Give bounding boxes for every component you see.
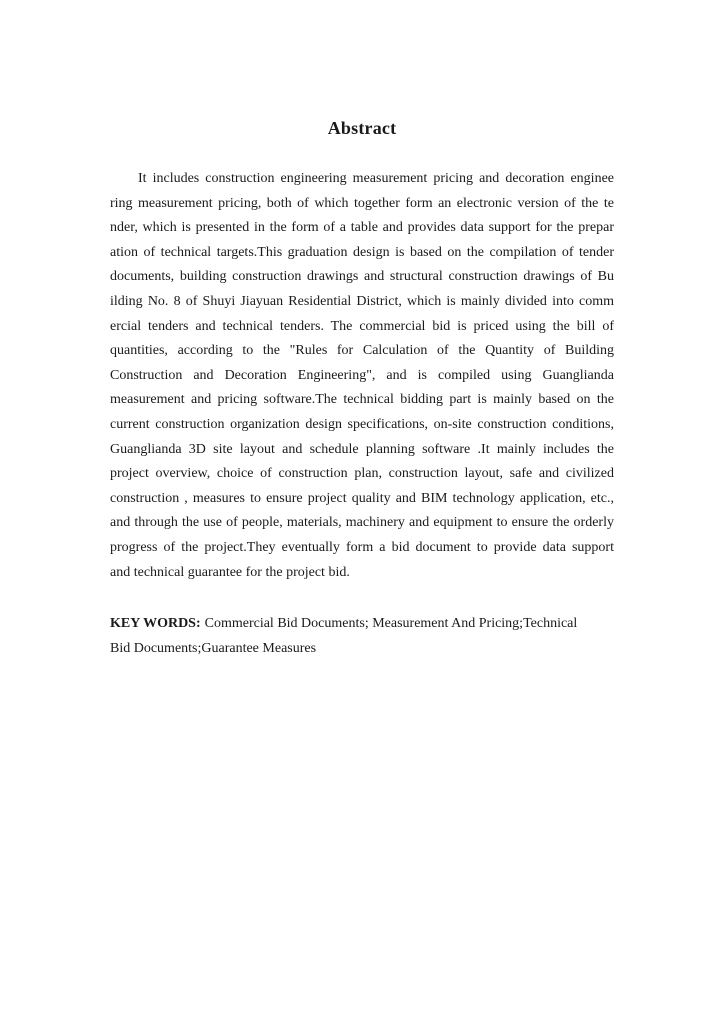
abstract-line: Guanglianda 3D site layout and schedule planning software .It mainly includes the: [110, 441, 614, 457]
abstract-line: ation of technical targets.This graduation design is based on the compilation of tender: [110, 244, 614, 260]
abstract-body: [110, 167, 614, 585]
abstract-line: ercial tenders and technical tenders. The commercial bid is priced using the bill of: [110, 318, 614, 334]
abstract-line: construction , measures to ensure project quality and BIM technology application, etc.,: [110, 490, 614, 506]
abstract-line: and technical guarantee for the project bid.: [110, 564, 350, 580]
abstract-line: documents, building construction drawings and structural construction drawings of Bu: [110, 269, 614, 285]
abstract-line: progress of the project.They eventually form a bid document to provide data support: [110, 539, 614, 555]
keywords-text: Commercial Bid Documents; Measurement And Pricing;Technical: [204, 616, 578, 631]
keywords-line-continued: Bid Documents;Guarantee Measures: [110, 641, 317, 656]
abstract-line: ring measurement pricing, both of which together form an electronic version of the te: [110, 195, 614, 211]
abstract-title: Abstract: [327, 118, 397, 138]
abstract-line: nder, which is presented in the form of a table and provides data support for the prepar: [110, 220, 614, 236]
abstract-line: and through the use of people, materials, machinery and equipment to ensure the orderly: [110, 515, 614, 531]
keywords-label: KEY WORDS:: [110, 616, 201, 631]
abstract-line: measurement and pricing software.The technical bidding part is mainly based on the: [110, 392, 614, 408]
abstract-line: Construction and Decoration Engineering", and is compiled using Guanglianda: [110, 367, 614, 383]
abstract-line: quantities, according to the "Rules for Calculation of the Quantity of Building: [110, 343, 614, 359]
keywords-section: [110, 611, 614, 661]
keywords-line: [110, 611, 614, 636]
abstract-line: project overview, choice of construction plan, construction layout, safe and civilized: [110, 466, 614, 482]
abstract-line: It includes construction engineering measurement pricing and decoration enginee: [138, 171, 614, 186]
abstract-line: ilding No. 8 of Shuyi Jiayuan Residential District, which is mainly divided into comm: [110, 293, 614, 309]
abstract-line: current construction organization design specifications, on-site construction conditions,: [110, 416, 614, 432]
